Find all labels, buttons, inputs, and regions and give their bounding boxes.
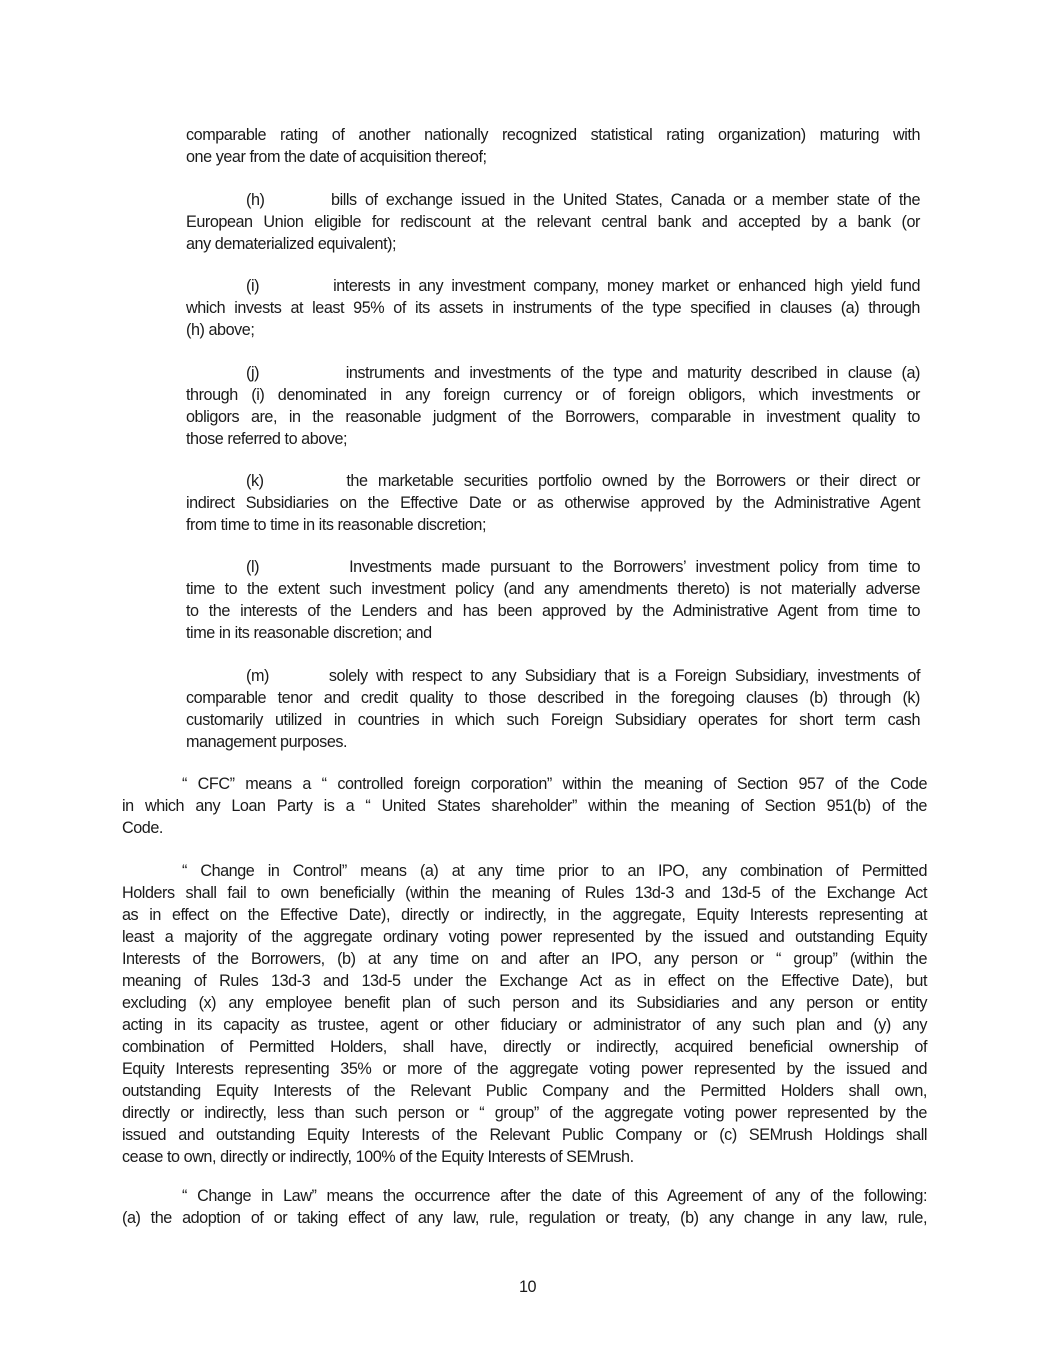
text-line: combination of Permitted Holders, shall have, directly or indirectly, acquired beneficial ownership of bbox=[122, 1038, 927, 1056]
clause-k bbox=[186, 470, 920, 536]
text-line: (i) interests in any investment company, money market or enhanced high yield fund bbox=[246, 277, 920, 295]
text-line: to the interests of the Lenders and has been approved by the Administrative Agent from time to bbox=[186, 602, 920, 620]
text-line: Code. bbox=[122, 819, 163, 837]
text-line: through (i) denominated in any foreign currency or of foreign obligors, which investments or bbox=[186, 386, 920, 404]
clause-i bbox=[186, 275, 920, 341]
text-line: Interests of the Borrowers, (b) at any time on and after an IPO, any person or “ group” (within the bbox=[122, 950, 927, 968]
clause-m bbox=[186, 665, 920, 753]
text-line: excluding (x) any employee benefit plan of such person and its Subsidiaries and any person or entity bbox=[122, 994, 927, 1012]
definition-cfc bbox=[122, 773, 927, 839]
text-line: from time to time in its reasonable discretion; bbox=[186, 516, 487, 534]
text-line: “ Change in Control” means (a) at any time prior to an IPO, any combination of Permitted bbox=[182, 862, 927, 880]
text-line: time to the extent such investment policy (and any amendments thereto) is not materially adverse bbox=[186, 580, 920, 598]
text-line: “ Change in Law” means the occurrence after the date of this Agreement of any of the following: bbox=[182, 1187, 927, 1205]
text-line: those referred to above; bbox=[186, 430, 348, 448]
text-line: indirect Subsidiaries on the Effective Date or as otherwise approved by the Administrative Agent bbox=[186, 494, 920, 512]
text-line: any dematerialized equivalent); bbox=[186, 235, 397, 253]
text-line: comparable tenor and credit quality to those described in the foregoing clauses (b) through (k) bbox=[186, 689, 920, 707]
text-line: acting in its capacity as trustee, agent or other fiduciary or administrator of any such plan and (y) any bbox=[122, 1016, 927, 1034]
text-line: (l) Investments made pursuant to the Borrowers’ investment policy from time to bbox=[246, 558, 920, 576]
text-line: outstanding Equity Interests of the Relevant Public Company and the Permitted Holders shall own, bbox=[122, 1082, 927, 1100]
text-line: European Union eligible for rediscount at the relevant central bank and accepted by a bank (or bbox=[186, 213, 920, 231]
text-line: issued and outstanding Equity Interests of the Relevant Public Company or (c) SEMrush Holdings shall bbox=[122, 1126, 927, 1144]
text-line: (h) above; bbox=[186, 321, 255, 339]
definition-change-in-control bbox=[122, 860, 927, 1168]
text-line: which invests at least 95% of its assets in instruments of the type specified in clauses (a) through bbox=[186, 299, 920, 317]
clause-l bbox=[186, 556, 920, 644]
text-line: comparable rating of another nationally recognized statistical rating organization) maturing with bbox=[186, 126, 920, 144]
text-line: obligors are, in the reasonable judgment of the Borrowers, comparable in investment quality to bbox=[186, 408, 920, 426]
text-line: (k) the marketable securities portfolio owned by the Borrowers or their direct or bbox=[246, 472, 920, 490]
text-line: one year from the date of acquisition thereof; bbox=[186, 148, 487, 166]
text-line: (a) the adoption of or taking effect of any law, rule, regulation or treaty, (b) any change in any law, rule, bbox=[122, 1209, 927, 1227]
text-line: Holders shall fail to own beneficially (within the meaning of Rules 13d-3 and 13d-5 of the Exchange Act bbox=[122, 884, 927, 902]
text-line: “ CFC” means a “ controlled foreign corporation” within the meaning of Section 957 of the Code bbox=[182, 775, 927, 793]
text-line: directly or indirectly, less than such person or “ group” of the aggregate voting power represented by the bbox=[122, 1104, 927, 1122]
text-line: (h) bills of exchange issued in the United States, Canada or a member state of the bbox=[246, 191, 920, 209]
clause-h bbox=[186, 189, 920, 255]
text-line: Equity Interests representing 35% or more of the aggregate voting power represented by the issued and bbox=[122, 1060, 927, 1078]
text-line: (m) solely with respect to any Subsidiary that is a Foreign Subsidiary, investments of bbox=[246, 667, 920, 685]
text-line: (j) instruments and investments of the type and maturity described in clause (a) bbox=[246, 364, 920, 382]
clause-j bbox=[186, 362, 920, 450]
text-line: in which any Loan Party is a “ United States shareholder” within the meaning of Section 951(b) of the bbox=[122, 797, 927, 815]
paragraph-continuation bbox=[186, 124, 920, 168]
text-line: time in its reasonable discretion; and bbox=[186, 624, 432, 642]
definition-change-in-law bbox=[122, 1185, 927, 1229]
text-line: meaning of Rules 13d-3 and 13d-5 under the Exchange Act as in effect on the Effective Date), but bbox=[122, 972, 927, 990]
text-line: customarily utilized in countries in which such Foreign Subsidiary operates for short term cash bbox=[186, 711, 920, 729]
text-line: cease to own, directly or indirectly, 100% of the Equity Interests of SEMrush. bbox=[122, 1148, 634, 1166]
text-line: as in effect on the Effective Date), directly or indirectly, in the aggregate, Equity Interests representing at bbox=[122, 906, 927, 924]
page-number: 10 bbox=[518, 1278, 537, 1296]
text-line: management purposes. bbox=[186, 733, 348, 751]
text-line: least a majority of the aggregate ordinary voting power represented by the issued and outstanding Equity bbox=[122, 928, 927, 946]
